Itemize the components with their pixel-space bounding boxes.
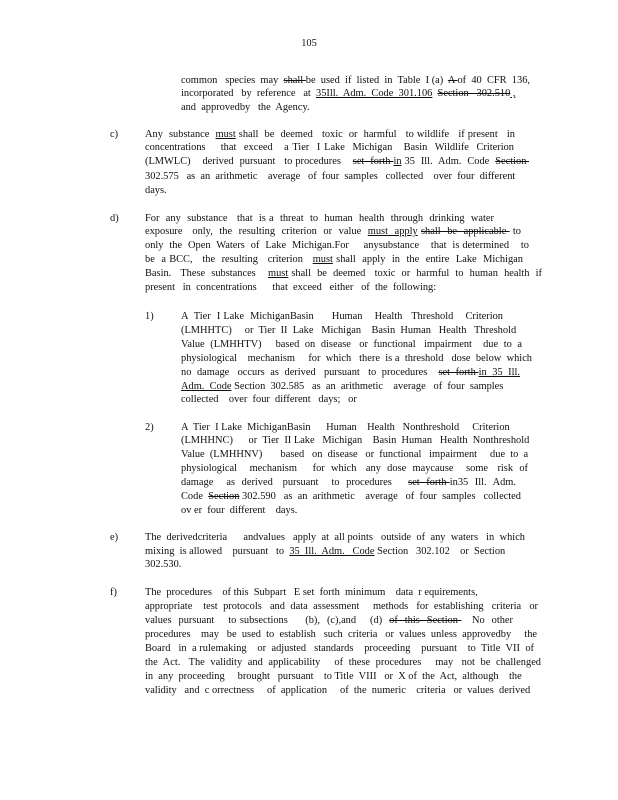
text-run: 35 Ill. Adm. Code <box>401 156 496 167</box>
text-line <box>181 394 385 406</box>
text-line <box>145 240 529 252</box>
text-line <box>145 671 522 683</box>
text-run: validity and c orrectness of application of the numeric criteria or values derived <box>145 685 531 696</box>
text-run: only the Open Waters of Lake Michigan.For anysubstance that is determined to <box>145 240 529 251</box>
text-line <box>145 546 506 558</box>
item-marker-1: 1) <box>145 311 154 322</box>
text-line <box>181 75 530 87</box>
text-line <box>181 325 517 337</box>
text-run: Any substance <box>145 129 216 140</box>
text-run: concentrations that exceed a Tier I Lake Michigan Basin Wildlife Criterion <box>145 142 514 153</box>
text-line <box>145 213 494 225</box>
text-line <box>181 88 529 100</box>
text-run: Code <box>181 491 209 502</box>
text-run: The procedures of this Subpart E set forth minimum data r equirements, <box>145 587 478 598</box>
text-line <box>145 226 521 238</box>
text-line <box>181 435 528 447</box>
item-marker-c: c) <box>110 129 119 140</box>
text-run: appropriate test protocols and data assessment methods for establishing criteria or <box>145 601 538 612</box>
text-line <box>145 129 515 141</box>
text-run: procedures may be used to establish such criteria or values unless approvedby the <box>145 629 537 640</box>
inserted-text: must <box>268 268 289 279</box>
deleted-text: set forth <box>352 156 394 167</box>
text-run: no damage occurs as derived pursuant to procedures <box>181 367 439 378</box>
text-line <box>181 381 503 393</box>
item-marker-f: f) <box>110 587 117 598</box>
text-run: Basin. These substances <box>145 268 269 279</box>
text-line <box>145 171 514 183</box>
text-line <box>181 449 529 461</box>
text-line <box>181 311 503 323</box>
text-line <box>145 601 538 613</box>
text-line <box>145 282 456 294</box>
text-run: in35 Ill. Adm. <box>449 477 516 488</box>
text-line <box>145 254 523 266</box>
deleted-text: Section 302.510 <box>437 88 511 99</box>
item-marker-2: 2) <box>145 422 154 433</box>
text-run: shall apply in the entire Lake Michigan <box>332 254 523 265</box>
item-marker-d: d) <box>110 213 119 224</box>
text-line <box>145 156 529 168</box>
text-run: Value (LMHHNV) based on disease or functional impairment due to a <box>181 449 529 460</box>
text-run: Section 302.102 or Section <box>374 546 506 557</box>
text-run: to <box>509 226 521 237</box>
text-run: ov er four different days. <box>181 505 298 516</box>
deleted-text: Section <box>208 491 240 502</box>
text-run: For any substance that is a threat to human health through drinking water <box>145 213 494 224</box>
text-line <box>181 102 311 114</box>
text-run: collected over four different days; or <box>181 394 357 405</box>
text-line <box>181 353 532 365</box>
inserted-text: in 35 Ill. <box>478 367 520 378</box>
text-line <box>145 142 514 154</box>
inserted-text: must apply <box>367 226 418 237</box>
text-line <box>181 477 516 489</box>
inserted-text: Adm. Code <box>181 381 232 392</box>
inserted-text: 35 Ill. Adm. Code <box>289 546 375 557</box>
text-line <box>145 657 541 669</box>
text-run: 302.530. <box>145 559 182 570</box>
text-run: days. <box>145 185 167 196</box>
text-run: the Act. The validity and applicability of these procedures may not be challenged <box>145 657 541 668</box>
text-line <box>145 268 542 280</box>
text-run: Value (LMHHTV) based on disease or functional impairment due to a <box>181 339 522 350</box>
text-line <box>181 367 520 379</box>
text-line <box>145 629 537 641</box>
text-line <box>145 685 531 697</box>
text-run: 302.575 as an arithmetic average of four samples collected over four different <box>145 171 516 182</box>
text-line <box>181 463 528 475</box>
text-run: mixing is allowed pursuant to <box>145 546 290 557</box>
text-run: 302.590 as an arithmetic average of four samples collected <box>239 491 521 502</box>
deleted-text: shall <box>283 75 306 86</box>
text-line <box>145 643 534 655</box>
text-run: and approvedby the Agency. <box>181 102 310 113</box>
deleted-text: A <box>447 75 458 86</box>
text-run: incorporated by reference at <box>181 88 317 99</box>
text-run: damage as derived pursuant to procedures <box>181 477 409 488</box>
text-run: exposure only, the resulting criterion or value <box>145 226 368 237</box>
deleted-text: shall be applicable <box>420 226 510 237</box>
text-run: in any proceeding brought pursuant to Title VIII or X of the Act, although the <box>145 671 522 682</box>
text-line <box>181 491 521 503</box>
text-run: be used if listed in Table I (a) <box>305 75 448 86</box>
text-line <box>145 615 513 627</box>
text-run: No other <box>461 615 513 626</box>
deleted-text: Section <box>495 156 529 167</box>
item-marker-e: e) <box>110 532 119 543</box>
text-run: common species may <box>181 75 284 86</box>
text-line <box>145 532 525 544</box>
text-run: Section 302.585 as an arithmetic average of four samples <box>231 381 504 392</box>
inserted-text: in <box>393 156 402 167</box>
text-line <box>145 587 478 599</box>
inserted-text: must <box>215 129 236 140</box>
text-run: present in concentrations that exceed either of the following: <box>145 282 437 293</box>
text-run: (LMHHTC) or Tier II Lake Michigan Basin Human Health Threshold <box>181 325 517 336</box>
text-run: physiological mechanism for which there is a threshold dose below which <box>181 353 532 364</box>
text-run: shall be deemed toxic or harmful to human health if <box>288 268 542 279</box>
inserted-text: , <box>510 88 516 99</box>
text-line <box>145 185 185 197</box>
text-run: physiological mechanism for which any dose maycause some risk of <box>181 463 528 474</box>
text-line <box>181 422 510 434</box>
text-run: (LMWLC) derived pursuant to procedures <box>145 156 353 167</box>
text-line <box>181 339 522 351</box>
page-number: 105 <box>301 38 317 49</box>
deleted-text: set forth <box>408 477 450 488</box>
text-run: A Tier I Lake MichiganBasin Human Health Threshold Criterion <box>181 311 503 322</box>
text-run: Board in a rulemaking or adjusted standards proceeding pursuant to Title VII of <box>145 643 534 654</box>
deleted-text: set forth <box>438 367 479 378</box>
text-line <box>181 505 298 517</box>
text-run: A Tier I Lake MichiganBasin Human Health Nonthreshold Criterion <box>181 422 510 433</box>
text-run: values pursuant to subsections (b), (c),and (d) <box>145 615 390 626</box>
text-run: be a BCC, the resulting criterion <box>145 254 313 265</box>
deleted-text: of this Section <box>389 615 462 626</box>
inserted-text: 35Ill. Adm. Code 301.106 <box>316 88 433 99</box>
inserted-text: must <box>312 254 333 265</box>
text-line <box>145 559 195 571</box>
text-run: (LMHHNC) or Tier II Lake Michigan Basin Human Health Nonthreshold <box>181 435 530 446</box>
text-run: of 40 CFR 136, <box>457 75 530 86</box>
text-run: shall be deemed toxic or harmful to wildlife if present in <box>235 129 515 140</box>
text-run: The derivedcriteria andvalues apply at all points outside of any waters in which <box>145 532 525 543</box>
